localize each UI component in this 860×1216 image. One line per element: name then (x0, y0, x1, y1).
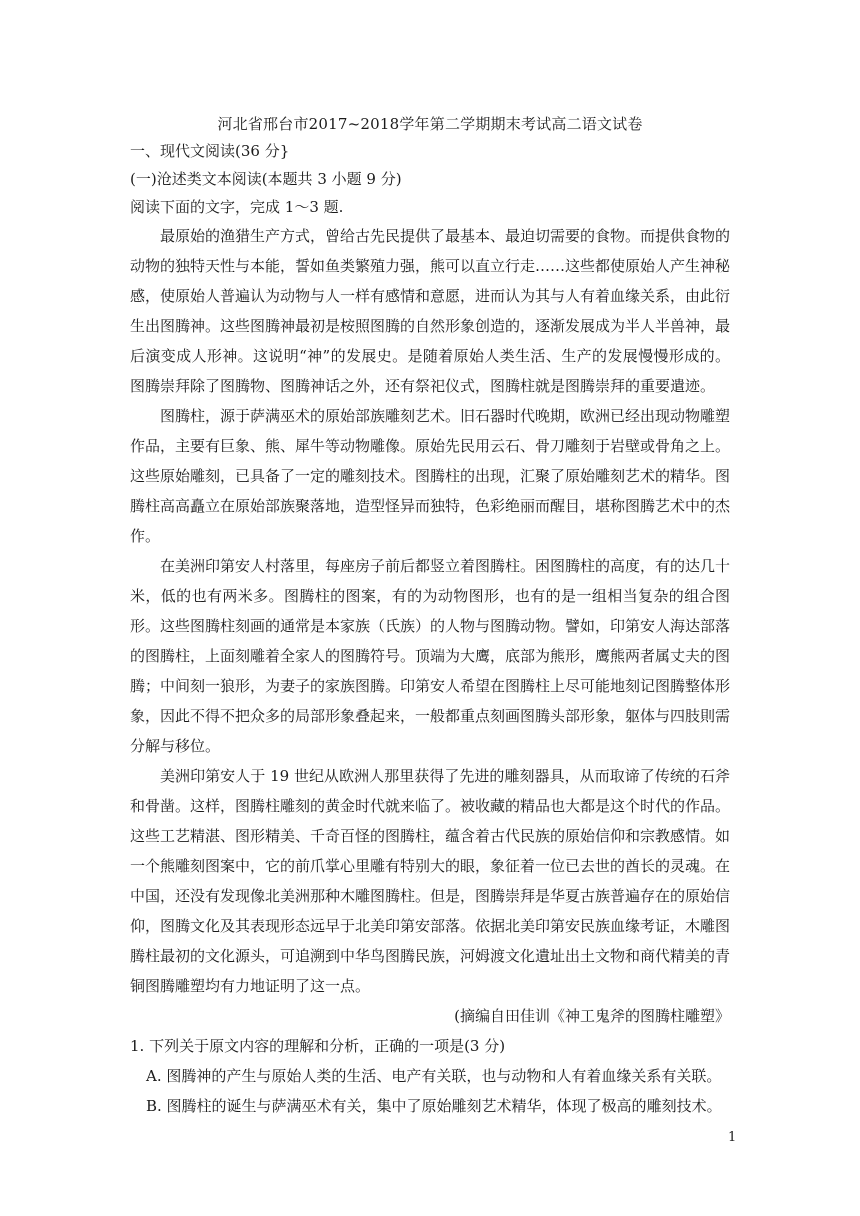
paragraph-4: 美洲印第安人于 19 世纪从欧洲人那里获得了先进的雕刻器具，从而取谛了传统的石斧和骨凿。这样，图腾柱雕刻的黄金时代就来临了。被收藏的精品也大都是这个时代的作品。这些工艺精湛、图形精美、千奇百怪的图腾柱，蕴含着古代民族的原始信仰和宗教感情。如一个熊雕刻图案中，它的前爪掌心里雕有特别大的眼，象征着一位已去世的酋长的灵魂。在中国，还没有发现像北美洲那种木雕图腾柱。但是，图腾崇拜是华夏古族普遍存在的原始信仰，图腾文化及其表现形态远早于北美印第安部落。依据北美印第安民族血缘考证，木雕图腾柱最初的文化源头，可追溯到中华鸟图腾民族，河姆渡文化遺址出土文物和商代精美的青铜图腾雕塑均有力地证明了这一点。 (130, 767, 731, 995)
question-1-option-b: B. 图腾柱的诞生与萨满巫术有关，集中了原始雕刻艺术精华，体现了极高的雕刻技术。 (146, 1097, 722, 1115)
page-number: 1 (728, 1130, 737, 1145)
question-1-stem: 1. 下列关于原文内容的理解和分析，正确的一项是(3 分) (130, 1037, 506, 1055)
section-heading: 一、现代文阅读(36 分} (130, 142, 290, 160)
source-citation: (摘编自田佳训《神工鬼斧的图腾柱雕塑》 (454, 1007, 730, 1025)
paragraph-3: 在美洲印第安人村落里，每座房子前后都竖立着图腾柱。困图腾柱的高度，有的达几十米，低的也有两米多。图腾柱的图案，有的为动物图形，也有的是一组相当复杂的组合图形。这些图腾柱刻画的通常是本家族（氏族）的人物与图腾动物。譬如，印第安人海达部落的图腾柱，上面刻雕着全家人的图腾符号。顶端为大鹰，底部为熊形，鹰熊两者属丈夫的图腾；中间刻一狼形，为妻子的家族图腾。印第安人希望在图腾柱上尽可能地刻记图腾整体形象，因此不得不把众多的局部形象叠起来，一般都重点刻画图腾头部形象，躯体与四肢則需分解与移位。 (130, 557, 731, 755)
document-title: 河北省邢台市2017~2018学年第二学期期末考试高二语文试卷 (217, 115, 643, 133)
document-body (130, 137, 730, 1121)
question-1-option-a: A. 图腾神的产生与原始人类的生活、电产有关联，也与动物和人有着血缘关系有关联。 (146, 1067, 722, 1085)
reading-instruction: 阅读下面的文字，完成 1～3 题. (130, 198, 344, 216)
paragraph-1: 最原始的渔猎生产方式，曾给古先民提供了最基本、最迫切需要的食物。而提供食物的动物的独特天性与本能，誓如鱼类繁殖力强，熊可以直立行走……这些都使原始人产生神秘感，使原始人普遍认为动物与人一样有感情和意愿，进而认为其与人有着血缘关系，由此衍生出图腾神。这些图腾神最初是桉照图腾的自然形象创造的，逐渐发展成为半人半兽神，最后演变成人形神。这说明“神”的发展史。是随着原始人类生活、生产的发展慢慢形成的。图腾崇拜除了图腾物、图腾神话之外，还有祭祀仪式，图腾柱就是图腾崇拜的重要遣迹。 (130, 227, 731, 395)
paragraph-2: 图腾柱，源于萨满巫术的原始部族雕刻艺术。旧石器时代晚期，欧洲已经出现动物雕塑作品，主要有巨象、熊、犀牛等动物雕像。原始先民用云石、骨刀雕刻于岩壁或骨角之上。这些原始雕刻，已具备了一定的雕刻技术。图腾柱的出现，汇聚了原始雕刻艺术的精华。图腾柱高高矗立在原始部族聚落地，造型怪异而独特，色彩绝丽而醒目，堪称图腾艺术中的杰作。 (130, 407, 731, 545)
subsection-heading: (一)沧述类文本阅读(本题共 3 小题 9 分) (130, 170, 402, 188)
